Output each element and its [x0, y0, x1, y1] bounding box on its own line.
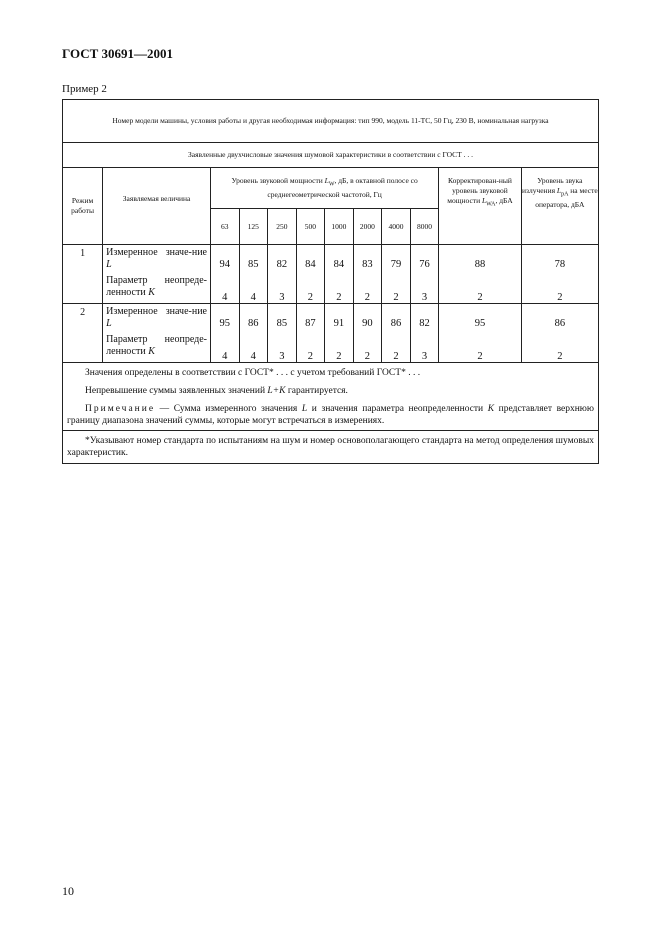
value-L: 84: [305, 259, 316, 270]
col-corrected-symbol: L: [481, 196, 487, 205]
quantity-label-cell: [103, 245, 211, 304]
value-K: 3: [421, 351, 428, 362]
footnote-cell: [63, 431, 599, 464]
value-K: 4: [222, 351, 228, 362]
value-K: 2: [364, 351, 371, 362]
value-cell: [296, 245, 325, 304]
mode-cell: 2: [63, 304, 103, 363]
freq-header-125: 125: [239, 209, 268, 245]
value-cell: [239, 304, 268, 363]
value-cell: [296, 304, 325, 363]
footnote: *Указывают номер стандарта по испытаниям на шум и номер основополагающего стандарта на метод определения шумовых характеристик.: [67, 436, 594, 458]
measured-label: [106, 247, 207, 271]
uncertainty-label-text: Параметр неопреде-ленности: [106, 334, 207, 357]
value-L: 82: [276, 259, 288, 270]
footer-p2-text-b: гарантируется.: [285, 386, 348, 396]
note-symbol-K: K: [487, 404, 495, 414]
value-L: 76: [419, 259, 430, 270]
value-KpA: 2: [557, 351, 563, 362]
note-label: Примечание: [85, 404, 156, 414]
noise-declaration-table: [62, 99, 599, 464]
table-row: [63, 245, 599, 304]
value-LWA: 95: [474, 318, 486, 329]
table-row: [63, 304, 599, 363]
note-symbol-L: L: [301, 404, 308, 414]
value-LpA: 86: [554, 318, 566, 329]
measured-label-text: Измеренное значе-ние: [106, 306, 207, 317]
value-KpA: 2: [557, 292, 563, 303]
value-K: 2: [393, 292, 399, 303]
value-cell: [211, 304, 240, 363]
value-K: 3: [421, 292, 428, 303]
value-KWA: 2: [477, 292, 483, 303]
value-KWA: 2: [477, 351, 483, 362]
col-corrected-label-b: , дБА: [495, 196, 513, 205]
note-text-c: представляет верхнюю границу диапазона значений суммы, которые могут встречаться в измерениях.: [67, 404, 594, 426]
value-K: 2: [307, 292, 313, 303]
value-cell: [382, 245, 411, 304]
operator-value-cell: [521, 245, 598, 304]
footer-p2-symbol: L+K: [267, 386, 286, 396]
value-cell: [353, 245, 382, 304]
declared-title: Заявленные двухчисловые значения шумовой характеристики в соответствии с ГОСТ . . .: [188, 150, 473, 159]
value-K: 4: [222, 292, 228, 303]
value-L: 83: [362, 259, 373, 270]
value-K: 2: [393, 351, 399, 362]
col-operator-subscript: pA: [561, 191, 569, 198]
footer-p2-text-a: Непревышение суммы заявленных значений: [85, 386, 268, 396]
col-quantity-label: Заявляемая величина: [122, 194, 191, 203]
value-L: 86: [248, 318, 259, 329]
uncertainty-label-text: Параметр неопреде-ленности: [106, 275, 207, 298]
footer-paragraph-1: Значения определены в соответствии с ГОСТ* . . . с учетом требований ГОСТ* . . .: [85, 368, 421, 378]
value-L: 94: [219, 259, 231, 270]
value-cell: [410, 304, 439, 363]
measured-label-text: Измеренное значе-ние: [106, 247, 207, 258]
uncertainty-label-symbol: K: [148, 287, 155, 298]
value-L: 90: [362, 318, 373, 329]
value-cell: [211, 245, 240, 304]
value-L: 95: [219, 318, 231, 329]
machine-info: Номер модели машины, условия работы и другая необходимая информация: тип 990, модель 11-ТС, 50 Гц, 230 В, номинальная нагрузка: [112, 116, 549, 125]
page-number: 10: [62, 884, 74, 898]
measured-label: [106, 306, 207, 330]
value-K: 2: [336, 292, 342, 303]
value-L: 82: [419, 318, 430, 329]
value-K: 2: [336, 351, 342, 362]
value-cell: [353, 304, 382, 363]
col-corrected-label-a: Корректирован-ный уровень звуковой мощности: [447, 176, 512, 205]
value-L: 79: [390, 259, 402, 270]
col-octave-label-b: , дБ, в октавной полосе со среднегеометрической частотой, Гц: [267, 176, 418, 199]
uncertainty-label: [106, 275, 207, 299]
col-octave-label-a: Уровень звуковой мощности: [231, 176, 325, 186]
value-cell: [325, 245, 354, 304]
col-octave-subscript: W: [328, 181, 335, 188]
freq-header-8000: 8000: [410, 209, 439, 245]
freq-header-250: 250: [268, 209, 297, 245]
value-L: 91: [333, 318, 345, 329]
col-operator-label-a: Уровень звука излучения: [521, 176, 583, 195]
value-cell: [268, 304, 297, 363]
uncertainty-label-symbol: K: [148, 346, 155, 357]
value-LWA: 88: [474, 259, 486, 270]
freq-header-2000: 2000: [353, 209, 382, 245]
value-cell: [410, 245, 439, 304]
col-corrected-header: [439, 168, 521, 245]
value-LpA: 78: [554, 259, 566, 270]
value-K: 3: [279, 351, 285, 362]
operator-value-cell: [521, 304, 598, 363]
col-mode-label: Режим работы: [71, 196, 95, 215]
value-L: 85: [248, 259, 259, 270]
table-footer: [63, 363, 599, 431]
value-L: 84: [333, 259, 345, 270]
value-K: 3: [279, 292, 285, 303]
corrected-value-cell: [439, 245, 521, 304]
document-header: ГОСТ 30691—2001: [62, 46, 174, 61]
footer-paragraph-2: [67, 385, 594, 397]
col-operator-header: [521, 168, 598, 245]
note-paragraph: [67, 403, 594, 427]
freq-header-4000: 4000: [382, 209, 411, 245]
note-text-b: и значения параметра неопределенности: [307, 404, 488, 414]
value-cell: [382, 304, 411, 363]
measured-label-symbol: L: [106, 259, 112, 270]
noise-declaration-table-wrapper: [62, 99, 599, 464]
value-cell: [268, 245, 297, 304]
uncertainty-label: [106, 334, 207, 358]
col-octave-header: [211, 168, 439, 209]
value-K: 4: [250, 351, 256, 362]
example-label: Пример 2: [62, 83, 107, 95]
value-K: 4: [250, 292, 256, 303]
freq-header-63: 63: [211, 209, 240, 245]
freq-header-1000: 1000: [325, 209, 354, 245]
col-corrected-subscript: WA: [486, 201, 496, 208]
corrected-value-cell: [439, 304, 521, 363]
value-L: 85: [276, 318, 288, 329]
value-K: 2: [364, 292, 371, 303]
col-octave-symbol: L: [324, 176, 329, 186]
value-cell: [325, 304, 354, 363]
freq-header-500: 500: [296, 209, 325, 245]
measured-label-symbol: L: [106, 318, 112, 329]
col-operator-label-b: на месте оператора, дБА: [535, 186, 598, 209]
mode-cell: 1: [63, 245, 103, 304]
value-L: 86: [390, 318, 402, 329]
value-L: 87: [305, 318, 316, 329]
value-cell: [239, 245, 268, 304]
value-K: 2: [307, 351, 313, 362]
col-operator-symbol: L: [556, 186, 562, 195]
col-quantity-header: [103, 168, 211, 245]
col-mode-header: [63, 168, 103, 245]
note-text-a: — Сумма измеренного значения: [155, 404, 302, 414]
quantity-label-cell: [103, 304, 211, 363]
machine-info-cell: [63, 100, 599, 143]
declared-title-cell: [63, 143, 599, 168]
